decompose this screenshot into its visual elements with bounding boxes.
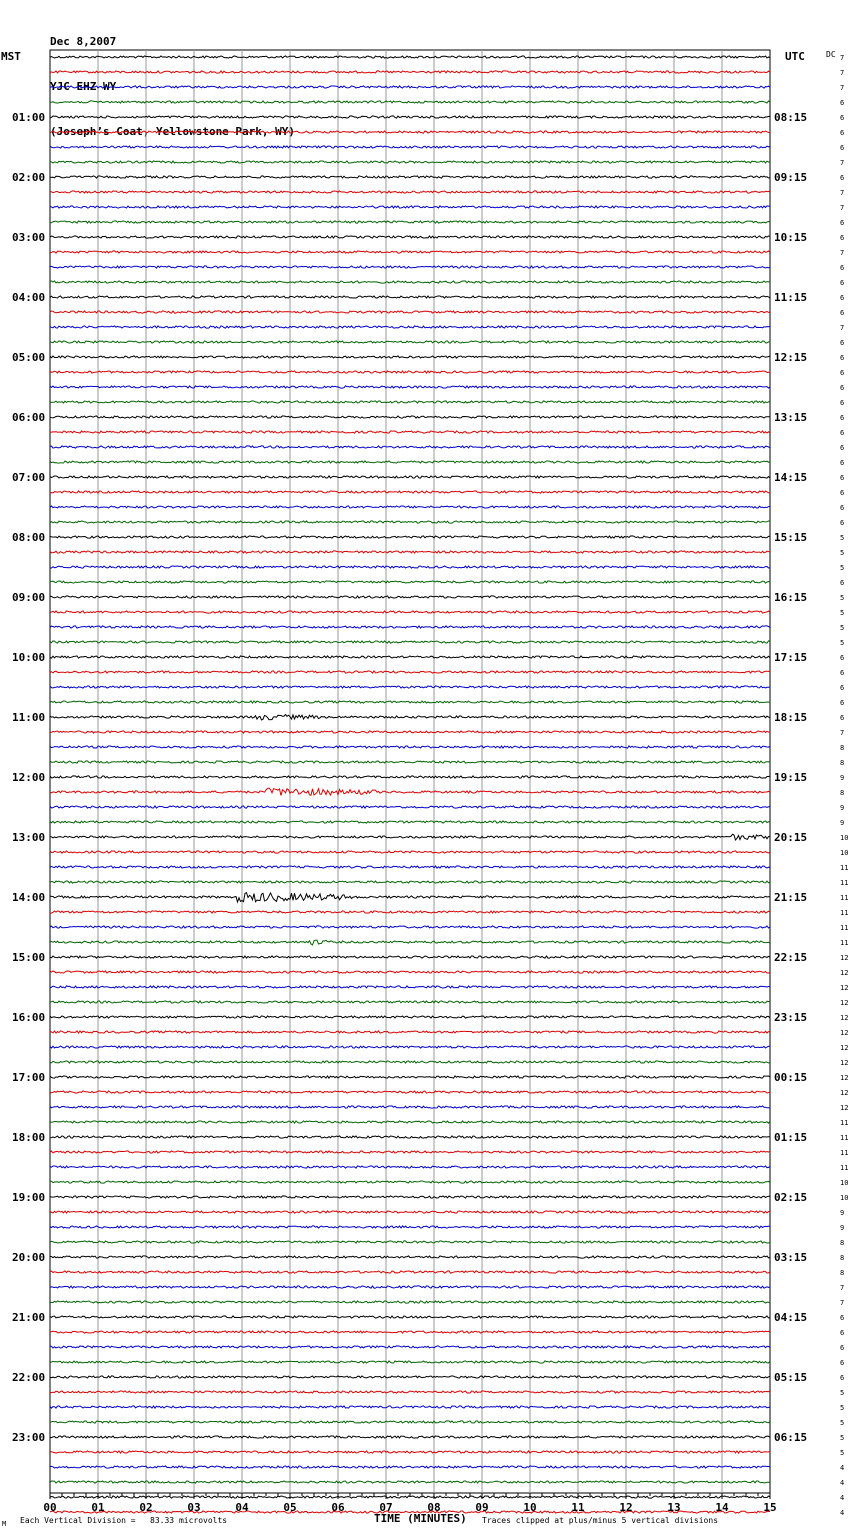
- dc-value: 6: [840, 714, 845, 722]
- trace-row-10: [50, 206, 770, 208]
- trace-row-79: [50, 1241, 770, 1243]
- trace-row-30: [50, 506, 770, 508]
- dc-value: 6: [840, 279, 845, 287]
- trace-row-50: [50, 806, 770, 808]
- dc-value: 6: [840, 1359, 845, 1367]
- trace-row-91: [50, 1421, 770, 1423]
- dc-value: 5: [840, 1404, 845, 1412]
- x-tick-label: 05: [283, 1501, 297, 1514]
- dc-value: 12: [840, 954, 849, 962]
- right-hour-label: 18:15: [774, 711, 808, 724]
- right-hour-label: 17:15: [774, 651, 808, 664]
- trace-row-16: [50, 296, 770, 298]
- trace-row-87: [50, 1361, 770, 1363]
- left-hour-label: 15:00: [12, 951, 46, 964]
- dc-value: 6: [840, 294, 845, 302]
- dc-value: 4: [840, 1509, 845, 1517]
- dc-value: 6: [840, 234, 845, 242]
- right-hour-label: 05:15: [774, 1371, 808, 1384]
- left-hour-label: 17:00: [12, 1071, 46, 1084]
- dc-value: 11: [840, 1149, 849, 1157]
- trace-row-60: [50, 956, 770, 958]
- dc-value: 11: [840, 1164, 849, 1172]
- right-hour-label: 01:15: [774, 1131, 808, 1144]
- x-tick-label: 14: [715, 1501, 729, 1514]
- x-tick-label: 08: [427, 1501, 441, 1514]
- dc-value: 5: [840, 594, 845, 602]
- dc-value: 5: [840, 639, 845, 647]
- trace-row-25: [50, 431, 770, 433]
- dc-value: 7: [840, 729, 845, 737]
- trace-row-28: [50, 476, 770, 478]
- trace-row-45: [50, 731, 770, 733]
- dc-value: 6: [840, 669, 845, 677]
- right-hour-label: 16:15: [774, 591, 808, 604]
- left-hour-label: 01:00: [12, 111, 46, 124]
- x-axis-title: TIME (MINUTES): [374, 1512, 467, 1525]
- dc-value: 6: [840, 354, 845, 362]
- dc-value: 6: [840, 429, 845, 437]
- right-hour-label: 22:15: [774, 951, 808, 964]
- trace-row-4: [50, 116, 770, 118]
- scale-note: Each Vertical Division = 83.33 microvolts: [20, 1516, 228, 1525]
- trace-row-24: [50, 416, 770, 418]
- left-hour-label: 04:00: [12, 291, 46, 304]
- trace-row-32: [50, 536, 770, 538]
- trace-row-73: [50, 1151, 770, 1153]
- right-hour-label: 00:15: [774, 1071, 808, 1084]
- dc-value: 4: [840, 1464, 845, 1472]
- trace-row-38: [50, 626, 770, 628]
- trace-row-31: [50, 521, 770, 523]
- trace-row-74: [50, 1166, 770, 1168]
- dc-value: 8: [840, 759, 845, 767]
- dc-value: 12: [840, 1104, 849, 1112]
- dc-value: 5: [840, 1419, 845, 1427]
- dc-value: 11: [840, 909, 849, 917]
- trace-row-23: [50, 401, 770, 403]
- trace-row-85: [50, 1331, 770, 1333]
- left-hour-label: 06:00: [12, 411, 46, 424]
- trace-row-72: [50, 1136, 770, 1138]
- trace-row-49: [50, 788, 770, 796]
- trace-row-7: [50, 161, 770, 163]
- trace-row-8: [50, 176, 770, 178]
- x-tick-label: 06: [331, 1501, 345, 1514]
- dc-value: 6: [840, 309, 845, 317]
- trace-row-2: [50, 86, 770, 88]
- dc-value: 12: [840, 1059, 849, 1067]
- dc-value: 11: [840, 864, 849, 872]
- dc-value: 9: [840, 804, 845, 812]
- trace-row-67: [50, 1061, 770, 1063]
- trace-row-57: [50, 911, 770, 913]
- x-tick-label: 15: [763, 1501, 777, 1514]
- corner-marker: M: [2, 1520, 7, 1528]
- right-hour-label: 09:15: [774, 171, 808, 184]
- trace-row-17: [50, 311, 770, 313]
- dc-value: 6: [840, 144, 845, 152]
- x-tick-label: 03: [187, 1501, 201, 1514]
- right-hour-label: 14:15: [774, 471, 808, 484]
- trace-row-5: [50, 131, 770, 133]
- trace-row-92: [50, 1436, 770, 1438]
- right-hour-label: 11:15: [774, 291, 808, 304]
- trace-row-64: [50, 1016, 770, 1018]
- dc-value: 6: [840, 399, 845, 407]
- dc-value: 6: [840, 114, 845, 122]
- trace-row-14: [50, 266, 770, 268]
- x-tick-label: 11: [571, 1501, 585, 1514]
- station-location: (Joseph’s Coat, Yellowstone Park, WY): [50, 125, 296, 138]
- trace-row-29: [50, 491, 770, 493]
- dc-value: 8: [840, 1239, 845, 1247]
- trace-row-51: [50, 821, 770, 823]
- right-hour-label: 15:15: [774, 531, 808, 544]
- x-tick-label: 07: [379, 1501, 393, 1514]
- dc-value: 7: [840, 84, 845, 92]
- dc-value: 10: [840, 834, 849, 842]
- dc-value: 6: [840, 129, 845, 137]
- trace-row-71: [50, 1121, 770, 1123]
- dc-value: 9: [840, 1224, 845, 1232]
- trace-row-35: [50, 581, 770, 583]
- right-timezone-label: UTC: [785, 50, 805, 63]
- dc-value: 7: [840, 69, 845, 77]
- dc-value: 9: [840, 819, 845, 827]
- x-tick-label: 09: [475, 1501, 489, 1514]
- dc-value: 12: [840, 1014, 849, 1022]
- trace-row-34: [50, 566, 770, 568]
- dc-value: 10: [840, 1179, 849, 1187]
- dc-value: 12: [840, 1044, 849, 1052]
- trace-row-12: [50, 236, 770, 238]
- trace-row-41: [50, 671, 770, 673]
- dc-value: 6: [840, 219, 845, 227]
- right-hour-label: 06:15: [774, 1431, 808, 1444]
- dc-value: 9: [840, 1209, 845, 1217]
- right-hour-label: 10:15: [774, 231, 808, 244]
- left-hour-label: 19:00: [12, 1191, 46, 1204]
- trace-row-37: [50, 611, 770, 613]
- trace-row-76: [50, 1196, 770, 1198]
- plot-date: Dec 8,2007: [50, 35, 117, 48]
- trace-row-20: [50, 356, 770, 358]
- left-hour-label: 16:00: [12, 1011, 46, 1024]
- x-tick-label: 13: [667, 1501, 681, 1514]
- dc-value: 6: [840, 699, 845, 707]
- trace-row-27: [50, 461, 770, 463]
- dc-value: 6: [840, 444, 845, 452]
- right-hour-label: 04:15: [774, 1311, 808, 1324]
- dc-value: 5: [840, 534, 845, 542]
- clip-note: Traces clipped at plus/minus 5 vertical divisions: [482, 1516, 719, 1525]
- dc-value: 12: [840, 1074, 849, 1082]
- trace-row-1: [50, 71, 770, 73]
- trace-row-15: [50, 281, 770, 283]
- trace-row-9: [50, 191, 770, 193]
- trace-row-81: [50, 1271, 770, 1273]
- dc-value: 6: [840, 99, 845, 107]
- trace-row-90: [50, 1406, 770, 1408]
- station-code: YJC EHZ WY: [50, 80, 117, 93]
- trace-row-54: [50, 866, 770, 868]
- dc-value: 5: [840, 564, 845, 572]
- dc-value: 10: [840, 849, 849, 857]
- dc-value: 6: [840, 174, 845, 182]
- right-hour-label: 02:15: [774, 1191, 808, 1204]
- x-tick-label: 12: [619, 1501, 633, 1514]
- trace-row-95: [50, 1481, 770, 1483]
- trace-row-68: [50, 1076, 770, 1078]
- trace-row-77: [50, 1211, 770, 1213]
- trace-row-86: [50, 1346, 770, 1348]
- dc-value: 12: [840, 1089, 849, 1097]
- trace-row-78: [50, 1226, 770, 1228]
- trace-row-59: [50, 940, 770, 945]
- trace-row-13: [50, 251, 770, 253]
- trace-row-89: [50, 1391, 770, 1393]
- left-hour-label: 09:00: [12, 591, 46, 604]
- dc-value: 6: [840, 414, 845, 422]
- dc-value: 6: [840, 1344, 845, 1352]
- trace-row-66: [50, 1046, 770, 1048]
- dc-value: 6: [840, 519, 845, 527]
- trace-row-43: [50, 701, 770, 703]
- dc-value: 10: [840, 1194, 849, 1202]
- dc-value: 7: [840, 1299, 845, 1307]
- right-hour-label: 12:15: [774, 351, 808, 364]
- dc-value: 5: [840, 609, 845, 617]
- left-hour-label: 05:00: [12, 351, 46, 364]
- dc-value: 11: [840, 894, 849, 902]
- trace-row-48: [50, 776, 770, 778]
- trace-row-3: [50, 101, 770, 103]
- x-tick-label: 01: [91, 1501, 105, 1514]
- right-hour-label: 08:15: [774, 111, 808, 124]
- dc-value: 7: [840, 159, 845, 167]
- trace-row-80: [50, 1256, 770, 1258]
- dc-value: 6: [840, 579, 845, 587]
- x-tick-label: 10: [523, 1501, 537, 1514]
- dc-value: 4: [840, 1479, 845, 1487]
- dc-value: 11: [840, 879, 849, 887]
- trace-row-19: [50, 341, 770, 343]
- dc-value: 4: [840, 1494, 845, 1502]
- left-hour-label: 14:00: [12, 891, 46, 904]
- left-hour-label: 12:00: [12, 771, 46, 784]
- trace-row-36: [50, 596, 770, 598]
- trace-row-75: [50, 1181, 770, 1183]
- trace-row-84: [50, 1316, 770, 1318]
- trace-row-94: [50, 1466, 770, 1468]
- left-hour-label: 21:00: [12, 1311, 46, 1324]
- trace-row-63: [50, 1001, 770, 1003]
- dc-value: 12: [840, 999, 849, 1007]
- dc-value: 6: [840, 369, 845, 377]
- dc-value: 6: [840, 504, 845, 512]
- dc-value: 7: [840, 204, 845, 212]
- right-hour-label: 19:15: [774, 771, 808, 784]
- trace-row-18: [50, 326, 770, 328]
- dc-value: 5: [840, 624, 845, 632]
- trace-row-46: [50, 746, 770, 748]
- right-hour-label: 21:15: [774, 891, 808, 904]
- dc-value: 6: [840, 474, 845, 482]
- left-hour-label: 18:00: [12, 1131, 46, 1144]
- dc-value: 6: [840, 489, 845, 497]
- dc-value: 5: [840, 1389, 845, 1397]
- dc-value: 5: [840, 549, 845, 557]
- left-hour-label: 22:00: [12, 1371, 46, 1384]
- trace-row-61: [50, 971, 770, 973]
- trace-row-56: [50, 893, 770, 902]
- dc-value: 11: [840, 1119, 849, 1127]
- dc-value: 11: [840, 939, 849, 947]
- right-hour-label: 20:15: [774, 831, 808, 844]
- dc-value: 8: [840, 789, 845, 797]
- trace-row-44: [50, 715, 770, 720]
- trace-row-70: [50, 1106, 770, 1108]
- trace-row-39: [50, 641, 770, 643]
- trace-row-22: [50, 386, 770, 388]
- left-hour-label: 08:00: [12, 531, 46, 544]
- dc-value: 6: [840, 459, 845, 467]
- trace-row-40: [50, 656, 770, 658]
- trace-row-65: [50, 1031, 770, 1033]
- dc-value: 7: [840, 249, 845, 257]
- dc-value: 11: [840, 924, 849, 932]
- trace-row-88: [50, 1376, 770, 1378]
- trace-row-69: [50, 1091, 770, 1093]
- trace-row-93: [50, 1451, 770, 1453]
- trace-row-11: [50, 221, 770, 223]
- trace-row-96: [50, 1496, 770, 1498]
- dc-value: 6: [840, 384, 845, 392]
- trace-row-47: [50, 761, 770, 763]
- trace-row-82: [50, 1286, 770, 1288]
- left-hour-label: 02:00: [12, 171, 46, 184]
- left-hour-label: 13:00: [12, 831, 46, 844]
- right-hour-label: 03:15: [774, 1251, 808, 1264]
- dc-value: 6: [840, 1314, 845, 1322]
- right-hour-label: 13:15: [774, 411, 808, 424]
- trace-row-6: [50, 146, 770, 148]
- dc-value: 6: [840, 1374, 845, 1382]
- dc-value: 6: [840, 684, 845, 692]
- trace-row-21: [50, 371, 770, 373]
- dc-value: 6: [840, 654, 845, 662]
- dc-value: 9: [840, 774, 845, 782]
- dc-value: 6: [840, 339, 845, 347]
- trace-row-55: [50, 881, 770, 883]
- trace-row-0: [50, 56, 770, 58]
- left-hour-label: 03:00: [12, 231, 46, 244]
- trace-row-83: [50, 1301, 770, 1303]
- trace-row-53: [50, 851, 770, 853]
- trace-row-42: [50, 686, 770, 688]
- dc-value: 7: [840, 1284, 845, 1292]
- dc-value: 6: [840, 1329, 845, 1337]
- dc-value: 8: [840, 1254, 845, 1262]
- dc-value: 5: [840, 1449, 845, 1457]
- trace-row-62: [50, 986, 770, 988]
- dc-value: 7: [840, 189, 845, 197]
- dc-value: 7: [840, 54, 845, 62]
- trace-row-58: [50, 926, 770, 928]
- x-tick-label: 04: [235, 1501, 249, 1514]
- left-hour-label: 10:00: [12, 651, 46, 664]
- x-tick-label: 00: [43, 1501, 57, 1514]
- x-tick-label: 02: [139, 1501, 153, 1514]
- dc-value: 8: [840, 1269, 845, 1277]
- left-timezone-label: MST: [1, 50, 21, 63]
- dc-value: 12: [840, 1029, 849, 1037]
- left-hour-label: 20:00: [12, 1251, 46, 1264]
- dc-value: 12: [840, 984, 849, 992]
- dc-value: 8: [840, 744, 845, 752]
- dc-value: 12: [840, 969, 849, 977]
- left-hour-label: 07:00: [12, 471, 46, 484]
- trace-row-33: [50, 551, 770, 553]
- trace-row-52: [50, 834, 770, 840]
- left-hour-label: 11:00: [12, 711, 46, 724]
- dc-value: 11: [840, 1134, 849, 1142]
- trace-row-26: [50, 446, 770, 448]
- right-hour-label: 23:15: [774, 1011, 808, 1024]
- dc-value: 7: [840, 324, 845, 332]
- left-hour-label: 23:00: [12, 1431, 46, 1444]
- dc-value: 5: [840, 1434, 845, 1442]
- dc-column-label: DC: [826, 50, 836, 59]
- dc-value: 6: [840, 264, 845, 272]
